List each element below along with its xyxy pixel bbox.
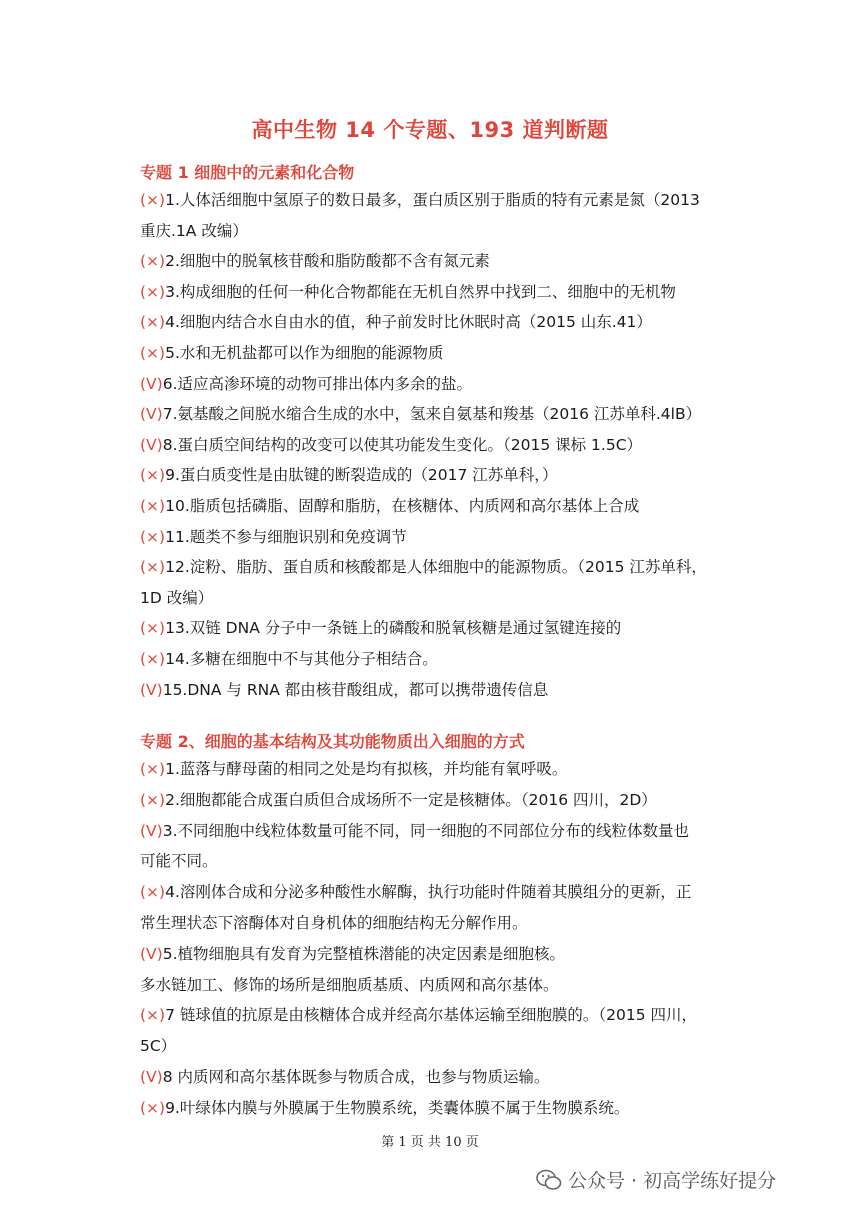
judgment-item xyxy=(140,460,730,490)
item-text: 10.脂质包括磷脂、固醇和脂肪，在核糖体、内质网和高尔基体上合成 xyxy=(165,497,640,515)
answer-mark: (×) xyxy=(140,252,166,271)
item-text: 重庆.1A 改编） xyxy=(140,221,248,240)
answer-mark: (×) xyxy=(140,1098,166,1117)
watermark-text: 公众号 · 初高学练好提分 xyxy=(568,1170,777,1192)
item-text: 常生理状态下溶酶体对自身机体的细胞结构无分解作用。 xyxy=(140,914,528,932)
judgment-item xyxy=(140,908,730,938)
answer-mark: (×) xyxy=(140,466,166,485)
item-text: 15.DNA 与 RNA 都由核苷酸组成，都可以携带遗传信息 xyxy=(162,680,549,699)
judgment-item xyxy=(140,246,730,276)
judgment-item xyxy=(140,1093,730,1123)
item-text: 11.题类不参与细胞识别和免疫调节 xyxy=(165,527,407,546)
answer-mark: (×) xyxy=(140,344,166,362)
answer-mark: (×) xyxy=(140,497,166,515)
judgment-item xyxy=(140,785,730,815)
item-text: 13.双链 DNA 分子中一条链上的磷酸和脱氧核糖是通过氢键连接的 xyxy=(165,619,622,638)
page-footer: 第 1 页 共 10 页 xyxy=(381,1135,479,1150)
item-text: 1.蓝落与酵母菌的相同之处是均有拟核，并均能有氧呼吸。 xyxy=(165,760,568,778)
judgment-item xyxy=(140,1031,730,1061)
section-2-heading: 专题 2、细胞的基本结构及其功能物质出入细胞的方式 xyxy=(140,732,525,751)
item-text: 4.细胞内结合水自由水的值，种子前发时比休眠时高（2015 山东.41） xyxy=(165,313,652,332)
judgment-item xyxy=(140,846,730,876)
answer-mark: (×) xyxy=(140,527,166,546)
judgment-item xyxy=(140,491,730,521)
wechat-watermark xyxy=(536,1166,776,1193)
judgment-item xyxy=(140,369,730,399)
item-text: 9.蛋白质变性是由肽键的断裂造成的（2017 江苏单科，） xyxy=(165,466,558,485)
judgment-item xyxy=(140,583,730,613)
answer-mark: (×) xyxy=(140,619,166,638)
item-text: 1.人体活细胞中氢原子的数日最多，蛋白质区别于脂质的特有元素是氮（2013 xyxy=(165,191,700,209)
item-text: 7 链球值的抗原是由核糖体合成并经高尔基体运输至细胞膜的。（2015 四川， xyxy=(165,1006,698,1025)
judgment-item xyxy=(140,522,730,552)
answer-mark: (×) xyxy=(140,191,166,209)
wechat-icon xyxy=(536,1169,562,1191)
answer-mark: (V) xyxy=(140,374,163,393)
item-text: 3.不同细胞中线粒体数量可能不同，同一细胞的不同部位分布的线粒体数量也 xyxy=(162,821,689,840)
judgment-item xyxy=(140,430,730,460)
answer-mark: (×) xyxy=(140,883,166,902)
judgment-item xyxy=(140,675,730,705)
item-text: 1D 改编） xyxy=(140,588,214,607)
item-text: 5.植物细胞具有发育为完整植株潜能的决定因素是细胞核。 xyxy=(162,944,565,963)
judgment-item xyxy=(140,338,730,368)
item-text: 4.溶刚体合成和分泌多种酸性水解酶，执行功能时件随着其膜组分的更新，正 xyxy=(165,883,692,902)
answer-mark: (×) xyxy=(140,650,166,668)
item-text: 6.适应高渗环境的动物可排出体内多余的盐。 xyxy=(162,374,472,393)
answer-mark: (×) xyxy=(140,282,166,301)
item-text: 12.淀粉、脂肪、蛋自质和核酸都是人体细胞中的能源物质。（2015 江苏单科， xyxy=(165,558,707,577)
judgment-item xyxy=(140,1000,730,1030)
item-text: 2.细胞中的脱氧核苷酸和脂防酸都不含有氮元素 xyxy=(165,252,490,271)
judgment-item xyxy=(140,613,730,643)
judgment-item xyxy=(140,816,730,846)
answer-mark: (×) xyxy=(140,558,166,577)
answer-mark: (V) xyxy=(140,680,163,699)
answer-mark: (×) xyxy=(140,1006,166,1025)
judgment-item xyxy=(140,754,730,784)
item-text: 多水链加工、修饰的场所是细胞质基质、内质网和高尔基体。 xyxy=(140,975,559,994)
judgment-item xyxy=(140,1062,730,1092)
document-title: 高中生物 14 个专题、193 道判断题 xyxy=(251,118,609,142)
answer-mark: (×) xyxy=(140,790,166,809)
judgment-item xyxy=(140,552,730,582)
item-text: 9.叶绿体内膜与外膜属于生物膜系统，类囊体膜不属于生物膜系统。 xyxy=(165,1098,630,1117)
item-text: 8 内质网和高尔基体既参与物质合成，也参与物质运输。 xyxy=(162,1068,550,1086)
answer-mark: (V) xyxy=(140,405,163,424)
answer-mark: (V) xyxy=(140,944,163,963)
answer-mark: (×) xyxy=(140,760,166,778)
item-text: 可能不同。 xyxy=(140,852,218,871)
judgment-item xyxy=(140,939,730,969)
item-text: 5.水和无机盐都可以作为细胞的能源物质 xyxy=(165,344,444,362)
judgment-item xyxy=(140,277,730,307)
judgment-item xyxy=(140,399,730,429)
judgment-item xyxy=(140,307,730,337)
answer-mark: (V) xyxy=(140,435,163,454)
item-text: 8.蛋白质空间结构的改变可以使其功能发生变化。（2015 课标 1.5C） xyxy=(162,435,643,454)
judgment-item xyxy=(140,644,730,674)
answer-mark: (×) xyxy=(140,313,166,332)
item-text: 14.多糖在细胞中不与其他分子相结合。 xyxy=(165,650,438,668)
item-text: 2.细胞都能合成蛋白质但合成场所不一定是核糖体。（2016 四川，2D） xyxy=(165,790,657,809)
judgment-item xyxy=(140,877,730,907)
item-text: 3.构成细胞的任何一种化合物都能在无机自然界中找到二、细胞中的无机物 xyxy=(165,282,676,301)
section-1-heading: 专题 1 细胞中的元素和化合物 xyxy=(140,163,355,182)
item-text: 7.氨基酸之间脱水缩合生成的水中，氢来自氨基和羧基（2016 江苏单科.4lB） xyxy=(162,405,702,424)
answer-mark: (V) xyxy=(140,1068,163,1086)
answer-mark: (V) xyxy=(140,821,163,840)
item-text: 5C） xyxy=(140,1037,177,1056)
judgment-item xyxy=(140,216,730,246)
judgment-item xyxy=(140,185,730,215)
judgment-item xyxy=(140,970,730,1000)
